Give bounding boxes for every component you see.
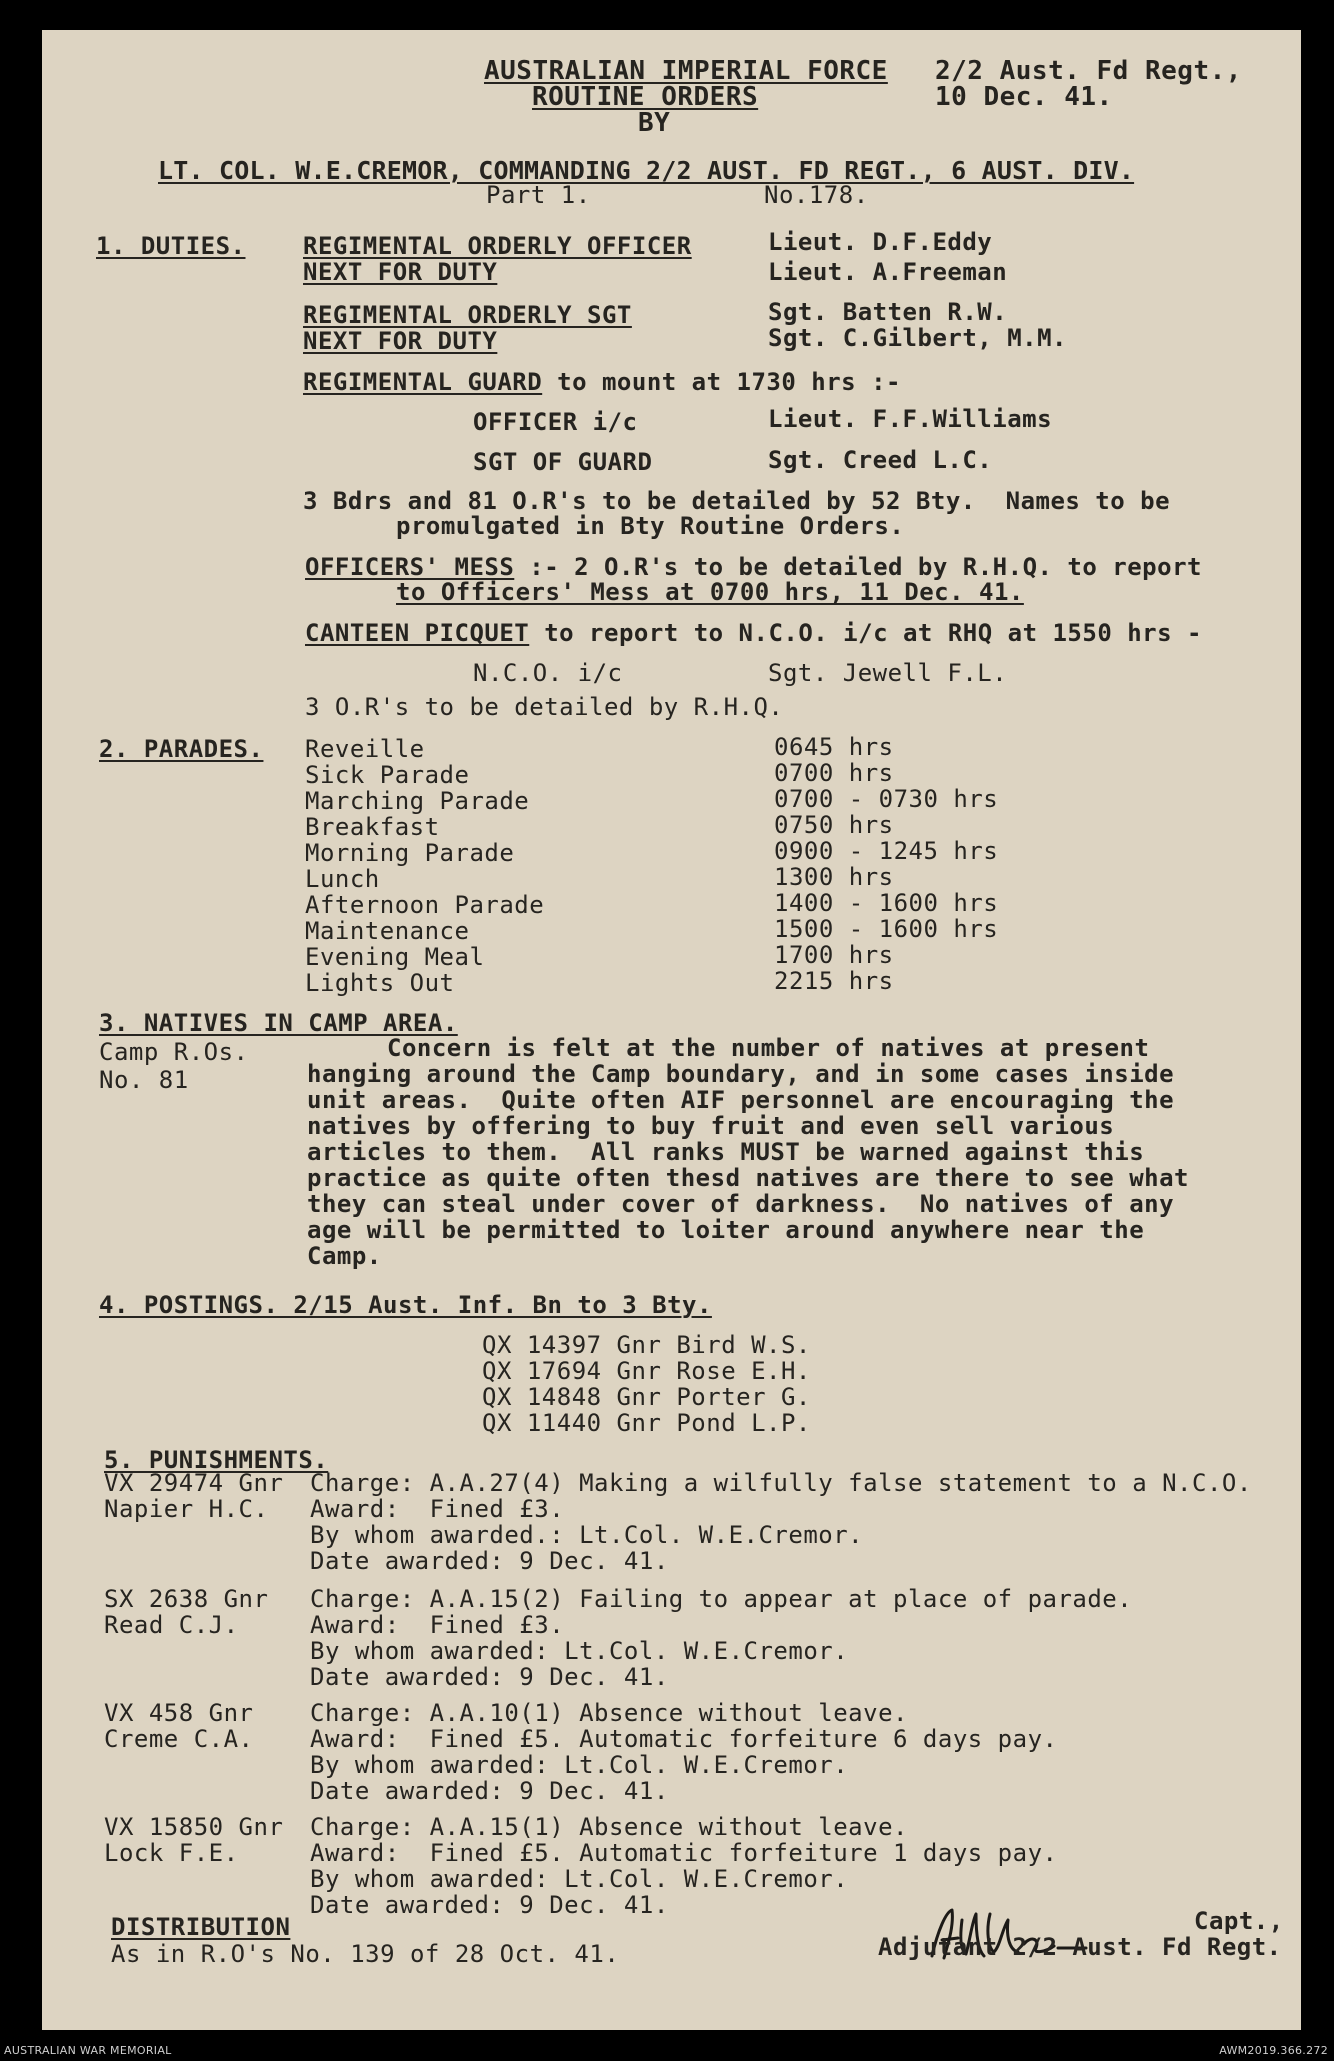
- punishment-line: Award: Fined £5. Automatic forfeiture 1 days pay.: [310, 1839, 1058, 1867]
- order-date: 10 Dec. 41.: [935, 82, 1113, 112]
- posting-item: QX 14848 Gnr Porter G.: [482, 1383, 811, 1411]
- posting-item: QX 17694 Gnr Rose E.H.: [482, 1357, 811, 1385]
- postings-heading: 4. POSTINGS. 2/15 Aust. Inf. Bn to 3 Bty.: [99, 1291, 712, 1319]
- roo-label: REGIMENTAL ORDERLY OFFICER: [303, 232, 692, 260]
- ros-name: Sgt. Batten R.W.: [768, 298, 1008, 326]
- unit-name: 2/2 Aust. Fd Regt.,: [935, 56, 1242, 86]
- footer-right: AWM2019.366.272: [1219, 2044, 1328, 2057]
- parade-name: Breakfast: [305, 813, 440, 841]
- parade-time: 0900 - 1245 hrs: [774, 837, 999, 865]
- officer-ic-name: Lieut. F.F.Williams: [768, 405, 1053, 433]
- punishment-line: Award: Fined £3.: [310, 1611, 565, 1639]
- natives-ref2: No. 81: [99, 1066, 189, 1094]
- footer-left: AUSTRALIAN WAR MEMORIAL: [4, 2044, 172, 2057]
- duties-heading: 1. DUTIES.: [96, 232, 246, 260]
- punishment-line: By whom awarded: Lt.Col. W.E.Cremor.: [310, 1865, 849, 1893]
- parades-heading: 2. PARADES.: [99, 735, 264, 763]
- canteen-line: [305, 620, 1202, 646]
- next-duty-officer-name: Lieut. A.Freeman: [768, 258, 1008, 286]
- mess-rest: :- 2 O.R's to be detailed by R.H.Q. to report: [514, 553, 1202, 581]
- punishment-name: Read C.J.: [104, 1611, 239, 1639]
- guard-line: [303, 369, 901, 395]
- commander-line: LT. COL. W.E.CREMOR, COMMANDING 2/2 AUST. FD REGT., 6 AUST. DIV.: [158, 156, 1135, 185]
- parade-time: 2215 hrs: [774, 967, 894, 995]
- punishment-line: Date awarded: 9 Dec. 41.: [310, 1777, 669, 1805]
- signature-title: Adjutant 2/2 Aust. Fd Regt.: [878, 1933, 1282, 1961]
- natives-line: they can steal under cover of darkness. No natives of any: [307, 1190, 1175, 1218]
- parade-time: 1300 hrs: [774, 863, 894, 891]
- mess-line2: to Officers' Mess at 0700 hrs, 11 Dec. 41.: [396, 578, 1024, 606]
- punishment-line: By whom awarded: Lt.Col. W.E.Cremor.: [310, 1637, 849, 1665]
- distribution-heading: DISTRIBUTION: [111, 1913, 291, 1941]
- parade-name: Reveille: [305, 735, 425, 763]
- punishment-name: Napier H.C.: [104, 1495, 269, 1523]
- punishment-line: Date awarded: 9 Dec. 41.: [310, 1891, 669, 1919]
- punishment-id: VX 15850 Gnr: [104, 1813, 284, 1841]
- punishment-line: Award: Fined £3.: [310, 1495, 565, 1523]
- next-duty-sgt-name: Sgt. C.Gilbert, M.M.: [768, 324, 1067, 352]
- punishment-line: Charge: A.A.27(4) Making a wilfully false statement to a N.C.O.: [310, 1469, 1252, 1497]
- natives-line: Concern is felt at the number of natives at present: [387, 1034, 1150, 1062]
- natives-line: articles to them. All ranks MUST be warned against this: [307, 1138, 1145, 1166]
- punishment-name: Creme C.A.: [104, 1725, 254, 1753]
- parade-name: Lights Out: [305, 969, 455, 997]
- document-page: [42, 30, 1301, 2030]
- punishment-line: By whom awarded: Lt.Col. W.E.Cremor.: [310, 1751, 849, 1779]
- punishment-line: Charge: A.A.15(1) Absence without leave.: [310, 1813, 908, 1841]
- punishment-line: Award: Fined £5. Automatic forfeiture 6 days pay.: [310, 1725, 1058, 1753]
- posting-item: QX 14397 Gnr Bird W.S.: [482, 1331, 811, 1359]
- guard-label: REGIMENTAL GUARD: [303, 368, 543, 396]
- canteen-rest: to report to N.C.O. i/c at RHQ at 1550 hrs -: [529, 619, 1202, 647]
- sgt-guard-name: Sgt. Creed L.C.: [768, 446, 993, 474]
- punishment-id: SX 2638 Gnr: [104, 1585, 269, 1613]
- title-aif: AUSTRALIAN IMPERIAL FORCE: [484, 56, 888, 86]
- punishment-name: Lock F.E.: [104, 1839, 239, 1867]
- parade-name: Maintenance: [305, 917, 470, 945]
- parade-time: 0645 hrs: [774, 733, 894, 761]
- parade-time: 1400 - 1600 hrs: [774, 889, 999, 917]
- parade-name: Marching Parade: [305, 787, 530, 815]
- canteen-label: CANTEEN PICQUET: [305, 619, 530, 647]
- punishment-id: VX 29474 Gnr: [104, 1469, 284, 1497]
- natives-line: practice as quite often thesd natives are there to see what: [307, 1164, 1190, 1192]
- parade-name: Lunch: [305, 865, 380, 893]
- parade-time: 1700 hrs: [774, 941, 894, 969]
- parade-time: 0700 hrs: [774, 759, 894, 787]
- bdrs-line2: promulgated in Bty Routine Orders.: [396, 512, 905, 540]
- nco-ic-name: Sgt. Jewell F.L.: [768, 659, 1008, 687]
- natives-line: hanging around the Camp boundary, and in some cases inside: [307, 1060, 1175, 1088]
- sgt-guard-label: SGT OF GUARD: [473, 448, 653, 476]
- distribution-text: As in R.O's No. 139 of 28 Oct. 41.: [111, 1940, 620, 1968]
- punishment-line: By whom awarded.: Lt.Col. W.E.Cremor.: [310, 1521, 864, 1549]
- punishment-line: Charge: A.A.10(1) Absence without leave.: [310, 1699, 908, 1727]
- natives-line: age will be permitted to loiter around anywhere near the: [307, 1216, 1145, 1244]
- roo-name: Lieut. D.F.Eddy: [768, 228, 993, 256]
- mess-line: [305, 554, 1202, 580]
- natives-ref1: Camp R.Os.: [99, 1038, 249, 1066]
- natives-line: unit areas. Quite often AIF personnel are encouraging the: [307, 1086, 1175, 1114]
- order-number: No.178.: [764, 181, 869, 209]
- posting-item: QX 11440 Gnr Pond L.P.: [482, 1409, 811, 1437]
- parade-time: 0700 - 0730 hrs: [774, 785, 999, 813]
- nco-ic-label: N.C.O. i/c: [473, 659, 623, 687]
- parade-name: Afternoon Parade: [305, 891, 545, 919]
- bdrs-line1: 3 Bdrs and 81 O.R's to be detailed by 52 Bty. Names to be: [303, 487, 1171, 515]
- punishment-id: VX 458 Gnr: [104, 1699, 254, 1727]
- mess-label: OFFICERS' MESS: [305, 553, 515, 581]
- next-duty-officer-label: NEXT FOR DUTY: [303, 258, 498, 286]
- punishment-line: Date awarded: 9 Dec. 41.: [310, 1547, 669, 1575]
- rhq-line: 3 O.R's to be detailed by R.H.Q.: [305, 693, 784, 721]
- guard-rest: to mount at 1730 hrs :-: [542, 368, 901, 396]
- natives-line: Camp.: [307, 1242, 382, 1270]
- next-duty-sgt-label: NEXT FOR DUTY: [303, 327, 498, 355]
- officer-ic-label: OFFICER i/c: [473, 408, 638, 436]
- punishments-heading: 5. PUNISHMENTS.: [104, 1446, 329, 1474]
- parade-name: Morning Parade: [305, 839, 515, 867]
- parade-name: Evening Meal: [305, 943, 485, 971]
- ros-label: REGIMENTAL ORDERLY SGT: [303, 301, 632, 329]
- punishment-line: Charge: A.A.15(2) Failing to appear at place of parade.: [310, 1585, 1133, 1613]
- punishment-line: Date awarded: 9 Dec. 41.: [310, 1663, 669, 1691]
- signature-capt: Capt.,: [1194, 1907, 1284, 1935]
- natives-heading: 3. NATIVES IN CAMP AREA.: [99, 1009, 458, 1037]
- natives-line: natives by offering to buy fruit and even sell various: [307, 1112, 1115, 1140]
- parade-name: Sick Parade: [305, 761, 470, 789]
- title-routine-orders: ROUTINE ORDERS: [532, 82, 759, 112]
- title-by: BY: [638, 108, 671, 138]
- parade-time: 0750 hrs: [774, 811, 894, 839]
- part-number: Part 1.: [486, 181, 591, 209]
- parade-time: 1500 - 1600 hrs: [774, 915, 999, 943]
